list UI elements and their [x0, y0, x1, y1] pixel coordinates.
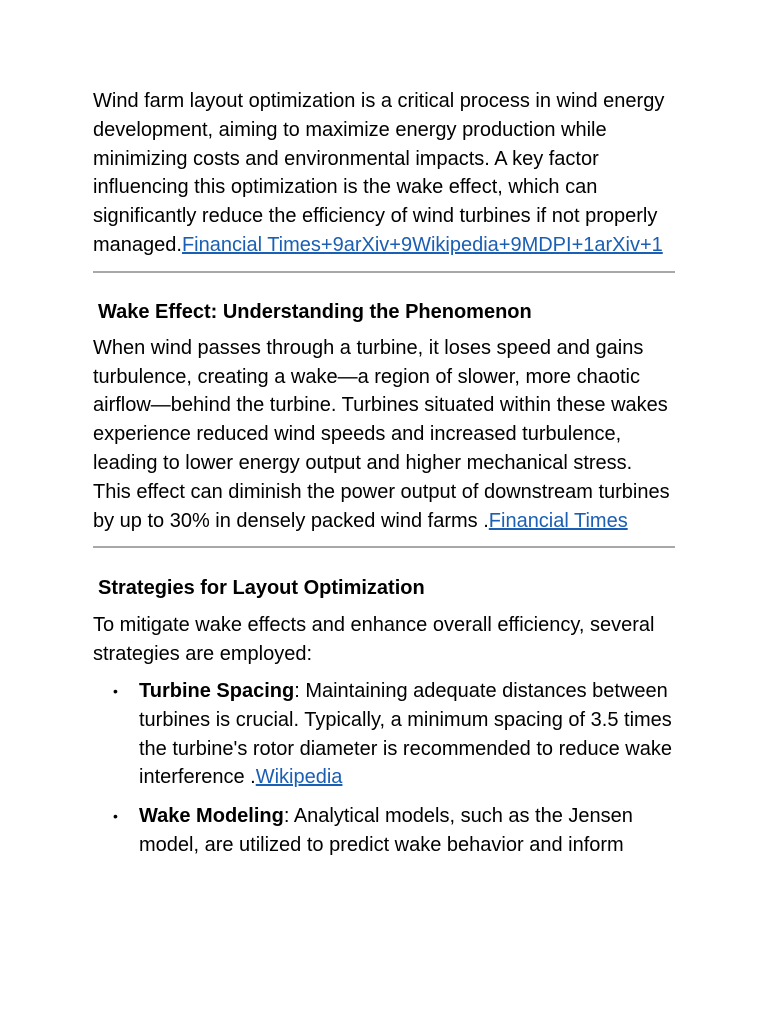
strategies-paragraph: To mitigate wake effects and enhance overall efficiency, several strategies are employed: [93, 614, 655, 666]
intro-paragraph [93, 87, 675, 260]
wake-text: When wind passes through a turbine, it loses speed and gains turbulence, creating a wake—a region of slower, more chaotic airflow—behind the turbine. Turbines situated within these wakes experience reduced wind speeds and increased turbulence, leading to lower energy output and higher mechanical stress. This effect can diminish the power output of downstream turbines by up to 30% in densely packed wind farms . [93, 336, 670, 532]
list-item-text: : Maintaining adequate distances between turbines is crucial. Typically, a minimum spacing of 3.5 times the turbine's rotor diameter is recommended to reduce wake interference . [139, 679, 672, 789]
strategies-list [93, 677, 675, 860]
intro-text: Wind farm layout optimization is a critical process in wind energy development, aiming to maximize energy production while minimizing costs and environmental impacts. A key factor influencing this optimization is the wake effect, which can significantly reduce the efficiency of wind turbines if not properly managed. [93, 90, 665, 256]
list-item-turbine-spacing [93, 677, 675, 792]
list-item-wake-modeling [93, 802, 675, 860]
wake-source-link[interactable]: Financial Times [488, 509, 628, 532]
spacing-source-link[interactable]: Wikipedia [255, 766, 343, 789]
bullet-icon: • [113, 682, 118, 699]
wake-paragraph [93, 334, 675, 536]
intro-source-link[interactable]: Financial Times+9arXiv+9Wikipedia+9MDPI+1arXiv+1 [181, 233, 663, 256]
document-page [93, 87, 675, 870]
section-heading-strategies: Strategies for Layout Optimization [98, 577, 425, 600]
bullet-icon: • [113, 808, 118, 825]
list-item-text: : Analytical models, such as the Jensen model, are utilized to predict wake behavior and inform [139, 805, 633, 856]
list-item-term: Turbine Spacing [139, 679, 295, 702]
horizontal-divider [93, 271, 675, 273]
list-item-term: Wake Modeling [139, 805, 284, 828]
section-heading-wake-effect: Wake Effect: Understanding the Phenomenon [98, 300, 532, 323]
horizontal-divider [93, 546, 675, 548]
